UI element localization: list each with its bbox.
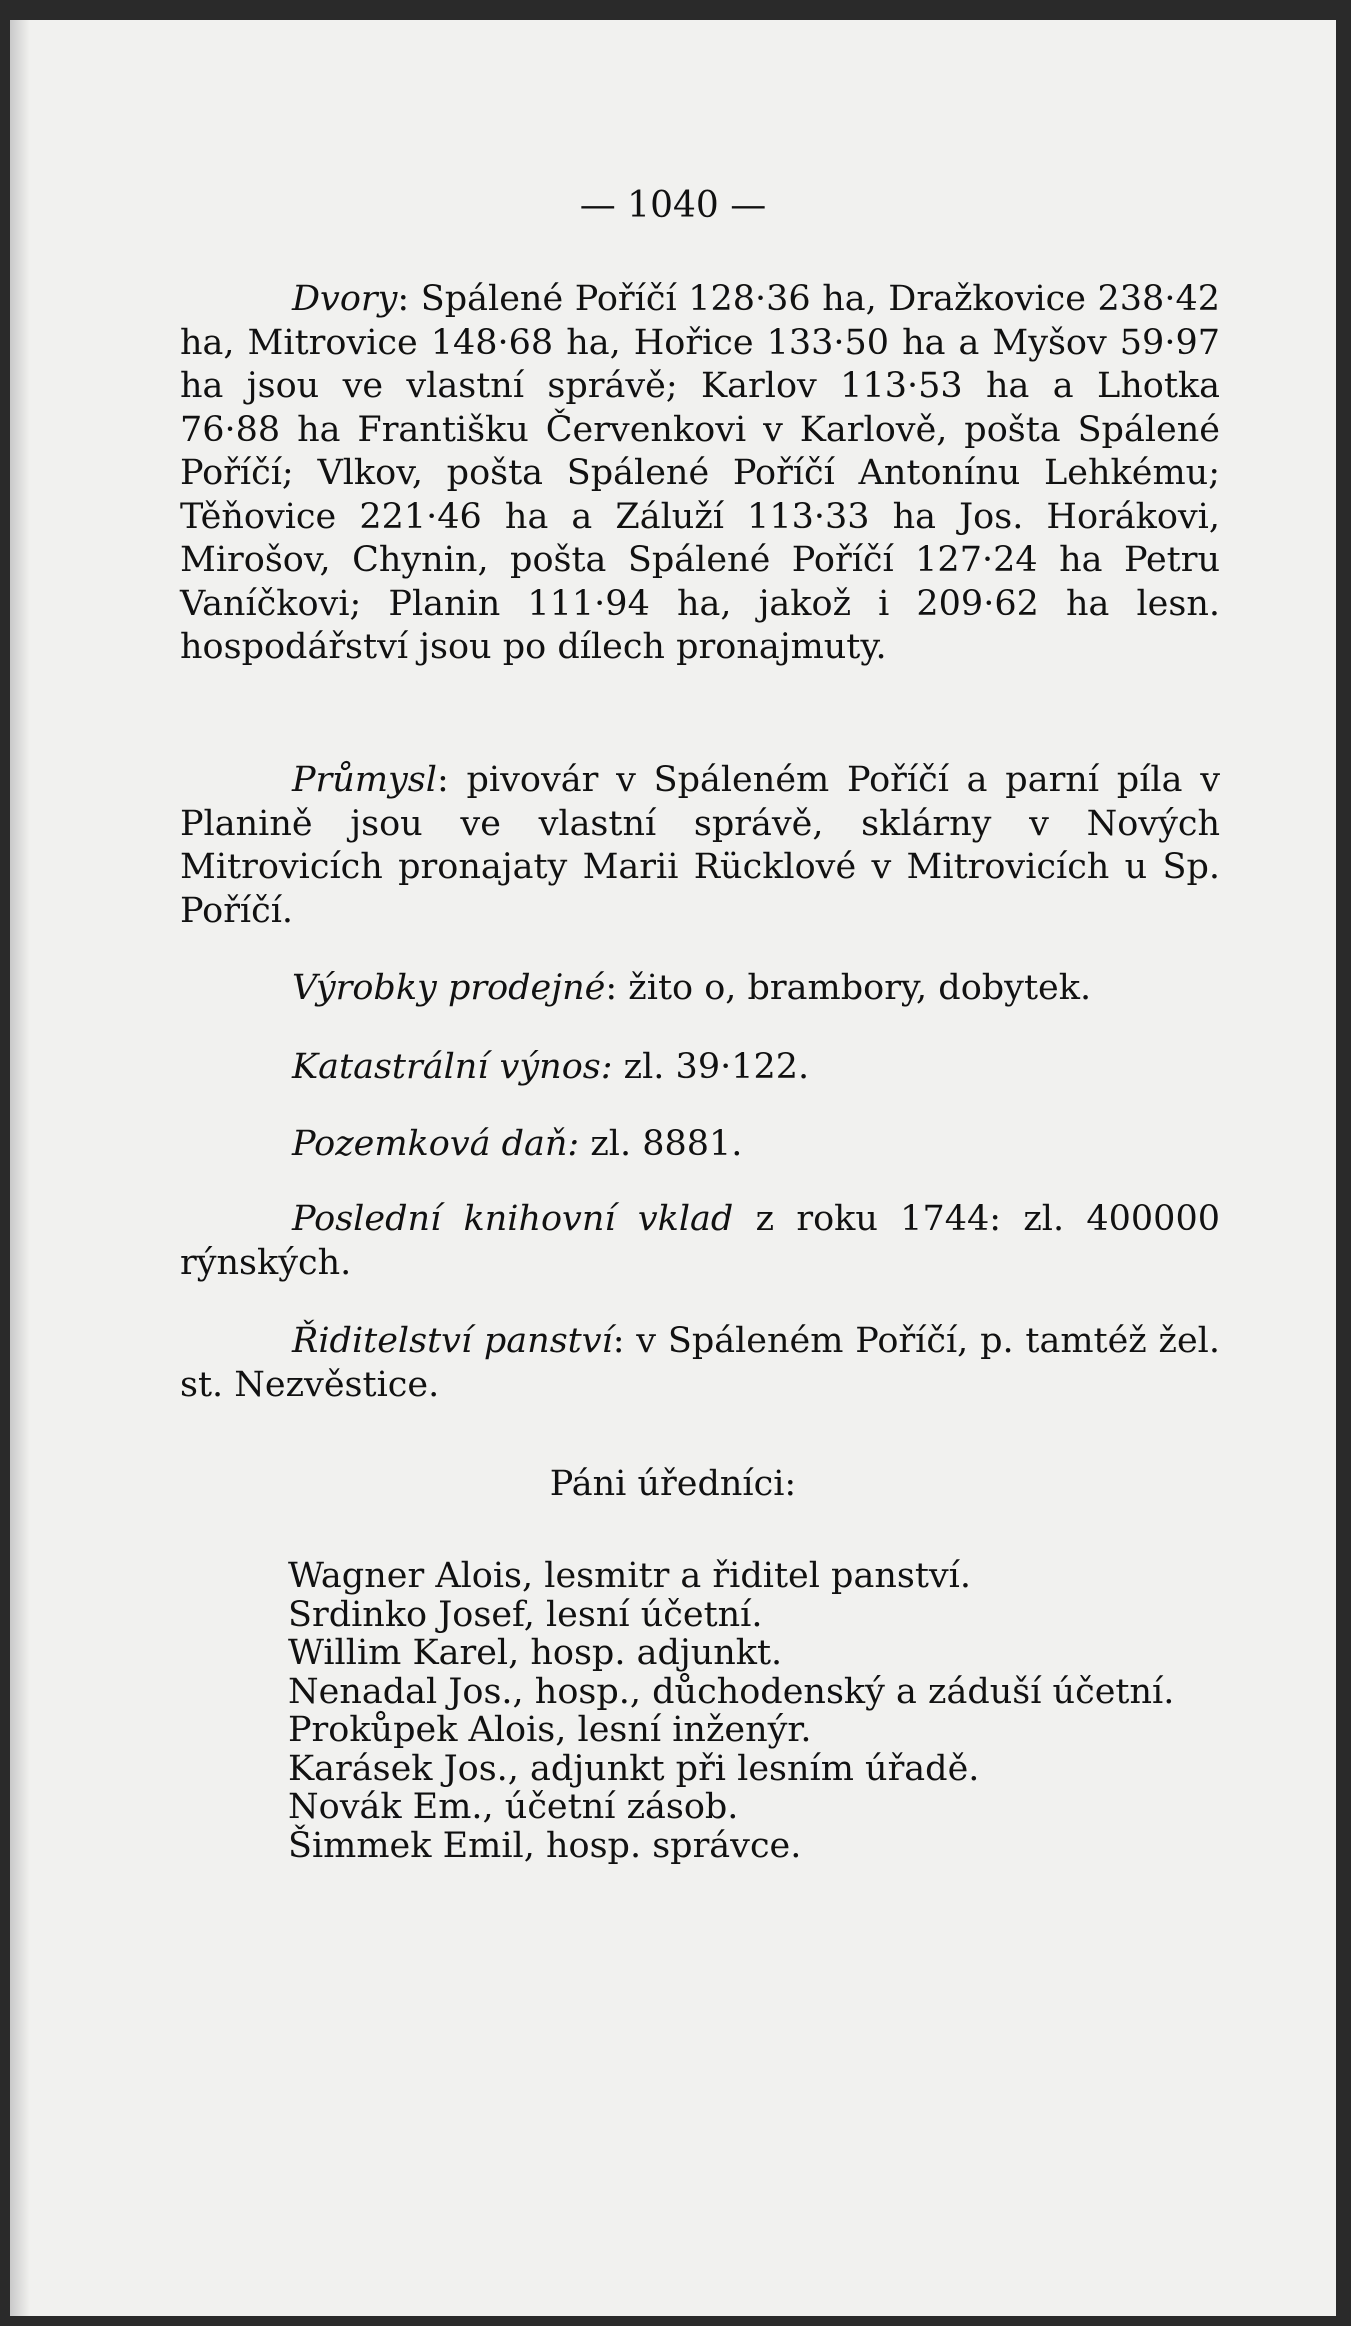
paragraph-katastralni-vynos xyxy=(180,1046,1220,1090)
paragraph-vyrobky xyxy=(180,967,1220,1011)
paragraph-text: : v Spáleném Poříčí, p. tamtéž žel. st. Nezvěstice. xyxy=(180,1321,1221,1405)
staff-entry: Nenadal Jos., hosp., důchodenský a záduší účetní. xyxy=(288,1671,1175,1712)
paragraph-text: zl. 8881. xyxy=(579,1124,743,1164)
paragraph-lead: Katastrální výnos: xyxy=(292,1047,613,1087)
staff-entry: Šimmek Emil, hosp. správce. xyxy=(288,1825,802,1866)
paragraph-lead: Dvory xyxy=(292,279,398,319)
page-edge-shadow xyxy=(10,20,30,2316)
paragraph-text: : žito o, brambory, dobytek. xyxy=(605,968,1092,1008)
paragraph-text: : Spálené Poříčí 128·36 ha, Dražkovice 238·42 ha, Mitrovice 148·68 ha, Hořice 133·50 ha a Myšov 59·97 ha jsou ve vlastní správě; Karlov 113·53 ha a Lhotka 76·88 ha Františku Červenkovi v Karlově, pošta Spálené Poříčí; Vlkov, pošta Spálené Poříčí Antonínu Lehkému; Těňovice 221·46 ha a Záluží 113·33 ha Jos. Horákovi, Mirošov, Chynin, pošta Spálené Poříčí 127·24 ha Petru Vaníčkovi; Planin 111·94 ha, jakož i 209·62 ha lesn. hospodářství jsou po dílech pronajmuty. xyxy=(180,279,1220,667)
staff-list xyxy=(288,1557,1174,1865)
paragraph-lead: Průmysl xyxy=(292,760,437,800)
paragraph-lead: Pozemková daň: xyxy=(292,1124,580,1164)
paragraph-lead: Řiditelství panství xyxy=(292,1321,613,1361)
paragraph-lead: Výrobky prodejné xyxy=(292,968,606,1008)
staff-entry: Novák Em., účetní zásob. xyxy=(288,1787,739,1827)
staff-heading: Páni úředníci: xyxy=(549,1464,797,1504)
paragraph-text: zl. 39·122. xyxy=(612,1047,810,1087)
staff-entry: Willim Karel, hosp. adjunkt. xyxy=(288,1633,783,1673)
paragraph-prumysl xyxy=(180,759,1220,933)
paragraph-pozemkova-dan xyxy=(180,1123,1220,1167)
paragraph-text: : pivovár v Spáleném Poříčí a parní píla v Planině jsou ve vlastní správě, sklárny v Nových Mitrovicích pronajaty Marii Rücklové v Mitrovicích u Sp. Poříčí. xyxy=(180,760,1220,931)
paragraph-dvory xyxy=(180,278,1220,670)
paragraph-text: z roku 1744: zl. 400000 rýnských. xyxy=(180,1199,1220,1283)
paragraph-lead: Poslední knihovní vklad xyxy=(292,1199,734,1239)
staff-entry: Prokůpek Alois, lesní inženýr. xyxy=(288,1710,812,1750)
book-page xyxy=(10,20,1336,2316)
paragraph-knihovni-vklad xyxy=(180,1198,1220,1285)
paragraph-riditelstvi xyxy=(180,1320,1220,1407)
staff-entry: Karásek Jos., adjunkt při lesním úřadě. xyxy=(288,1748,980,1789)
staff-entry: Wagner Alois, lesmitr a řiditel panství. xyxy=(288,1556,971,1596)
page-number: — 1040 — xyxy=(579,185,767,226)
staff-entry: Srdinko Josef, lesní účetní. xyxy=(288,1594,763,1635)
